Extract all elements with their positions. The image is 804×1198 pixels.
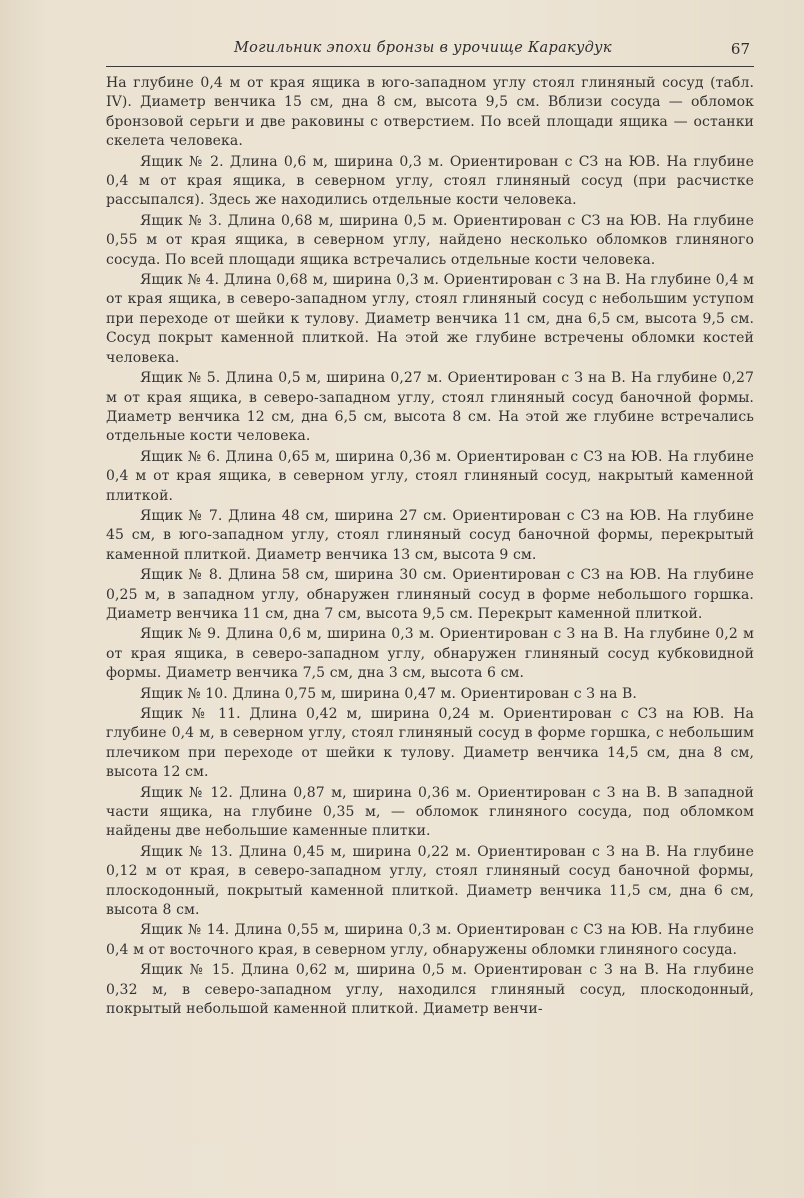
paragraph-box-5: Ящик № 5. Длина 0,5 м, ширина 0,27 м. Ориентирован с З на В. На глубине 0,27 м от края ящика, в северо-западном углу, стоял глиняный сосуд баночной формы. Диаметр венчика 12 см, дна 6,5 см, высота 8 см. На этой же глубине встречались отдельные кости человека. (106, 370, 754, 445)
paragraph-box-11: Ящик № 11. Длина 0,42 м, ширина 0,24 м. Ориентирован с СЗ на ЮВ. На глубине 0,4 м, в северном углу, стоял глиняный сосуд в форме горшка, с небольшим плечиком при переходе от шейки к тулову. Диаметр венчика 14,5 см, дна 8 см, высота 12 см. (106, 706, 754, 781)
paragraph-box-9: Ящик № 9. Длина 0,6 м, ширина 0,3 м. Ориентирован с З на В. На глубине 0,2 м от края ящика, в северо-западном углу, обнаружен глиняный сосуд кубковидной формы. Диаметр венчика 7,5 см, дна 3 см, высота 6 см. (106, 626, 754, 682)
paragraph-box-7: Ящик № 7. Длина 48 см, ширина 27 см. Ориентирован с СЗ на ЮВ. На глубине 45 см, в юго-западном углу, стоял глиняный сосуд баночной формы, перекрытый каменной плиткой. Диаметр венчика 13 см, высота 9 см. (106, 507, 754, 563)
page-number: 67 (730, 40, 750, 58)
page-header (106, 36, 754, 67)
paragraph-box-6: Ящик № 6. Длина 0,65 м, ширина 0,36 м. Ориентирован с СЗ на ЮВ. На глубине 0,4 м от края ящика, в северном углу, стоял глиняный сосуд, накрытый каменной плиткой. (106, 448, 754, 504)
paragraph-box-4: Ящик № 4. Длина 0,68 м, ширина 0,3 м. Ориентирован с З на В. На глубине 0,4 м от края ящика, в северо-западном углу, стоял глиняный сосуд с небольшим уступом при переходе от шейки к тулову. Диаметр венчика 11 см, дна 6,5 см, высота 9,5 см. Сосуд покрыт каменной плиткой. На этой же глубине встречены обломки костей человека. (106, 272, 754, 366)
paragraph-box-12: Ящик № 12. Длина 0,87 м, ширина 0,36 м. Ориентирован с З на В. В западной части ящика, на глубине 0,35 м, — обломок глиняного сосуда, под обломком найдены две небольшие каменные плитки. (106, 784, 754, 840)
paragraph-box-10: Ящик № 10. Длина 0,75 м, ширина 0,47 м. Ориентирован с З на В. (140, 685, 637, 702)
paragraph-box-8: Ящик № 8. Длина 58 см, ширина 30 см. Ориентирован с СЗ на ЮВ. На глубине 0,25 м, в западном углу, обнаружен глиняный сосуд в форме небольшого горшка. Диаметр венчика 11 см, дна 7 см, высота 9,5 см. Перекрыт каменной плиткой. (106, 567, 754, 622)
body-text (106, 74, 754, 1021)
paragraph-box-3: Ящик № 3. Длина 0,68 м, ширина 0,5 м. Ориентирован с СЗ на ЮВ. На глубине 0,55 м от края ящика, в северном углу, найдено несколько обломков глиняного сосуда. По всей площади ящика встречались отдельные кости человека. (106, 212, 754, 268)
running-title: Могильник эпохи бронзы в урочище Каракудук (234, 40, 612, 56)
paragraph-box-2: Ящик № 2. Длина 0,6 м, ширина 0,3 м. Ориентирован с СЗ на ЮВ. На глубине 0,4 м от края ящика, в северном углу, стоял глиняный сосуд (при расчистке рассыпался). Здесь же находились отдельные кости человека. (106, 153, 754, 209)
paragraph-box-15: Ящик № 15. Длина 0,62 м, ширина 0,5 м. Ориентирован с З на В. На глубине 0,32 м, в северо-западном углу, находился глиняный сосуд, плоскодонный, покрытый небольшой каменной плиткой. Диаметр венчи- (106, 962, 754, 1018)
paragraph-box-13: Ящик № 13. Длина 0,45 м, ширина 0,22 м. Ориентирован с З на В. На глубине 0,12 м от края, в северо-западном углу, стоял глиняный сосуд баночной формы, плоскодонный, покрытый каменной плиткой. Диаметр венчика 11,5 см, дна 6 см, высота 8 см. (106, 843, 754, 919)
paragraph-box-14: Ящик № 14. Длина 0,55 м, ширина 0,3 м. Ориентирован с СЗ на ЮВ. На глубине 0,4 м от восточного края, в северном углу, обнаружены обломки глиняного сосуда. (106, 922, 754, 958)
paragraph-intro: На глубине 0,4 м от края ящика в юго-западном углу стоял глиняный сосуд (табл. IV). Диаметр венчика 15 см, дна 8 см, высота 9,5 см. Вблизи сосуда — обломок бронзовой серьги и две раковины с отверстием. По всей площади ящика — останки скелета человека. (106, 75, 754, 150)
